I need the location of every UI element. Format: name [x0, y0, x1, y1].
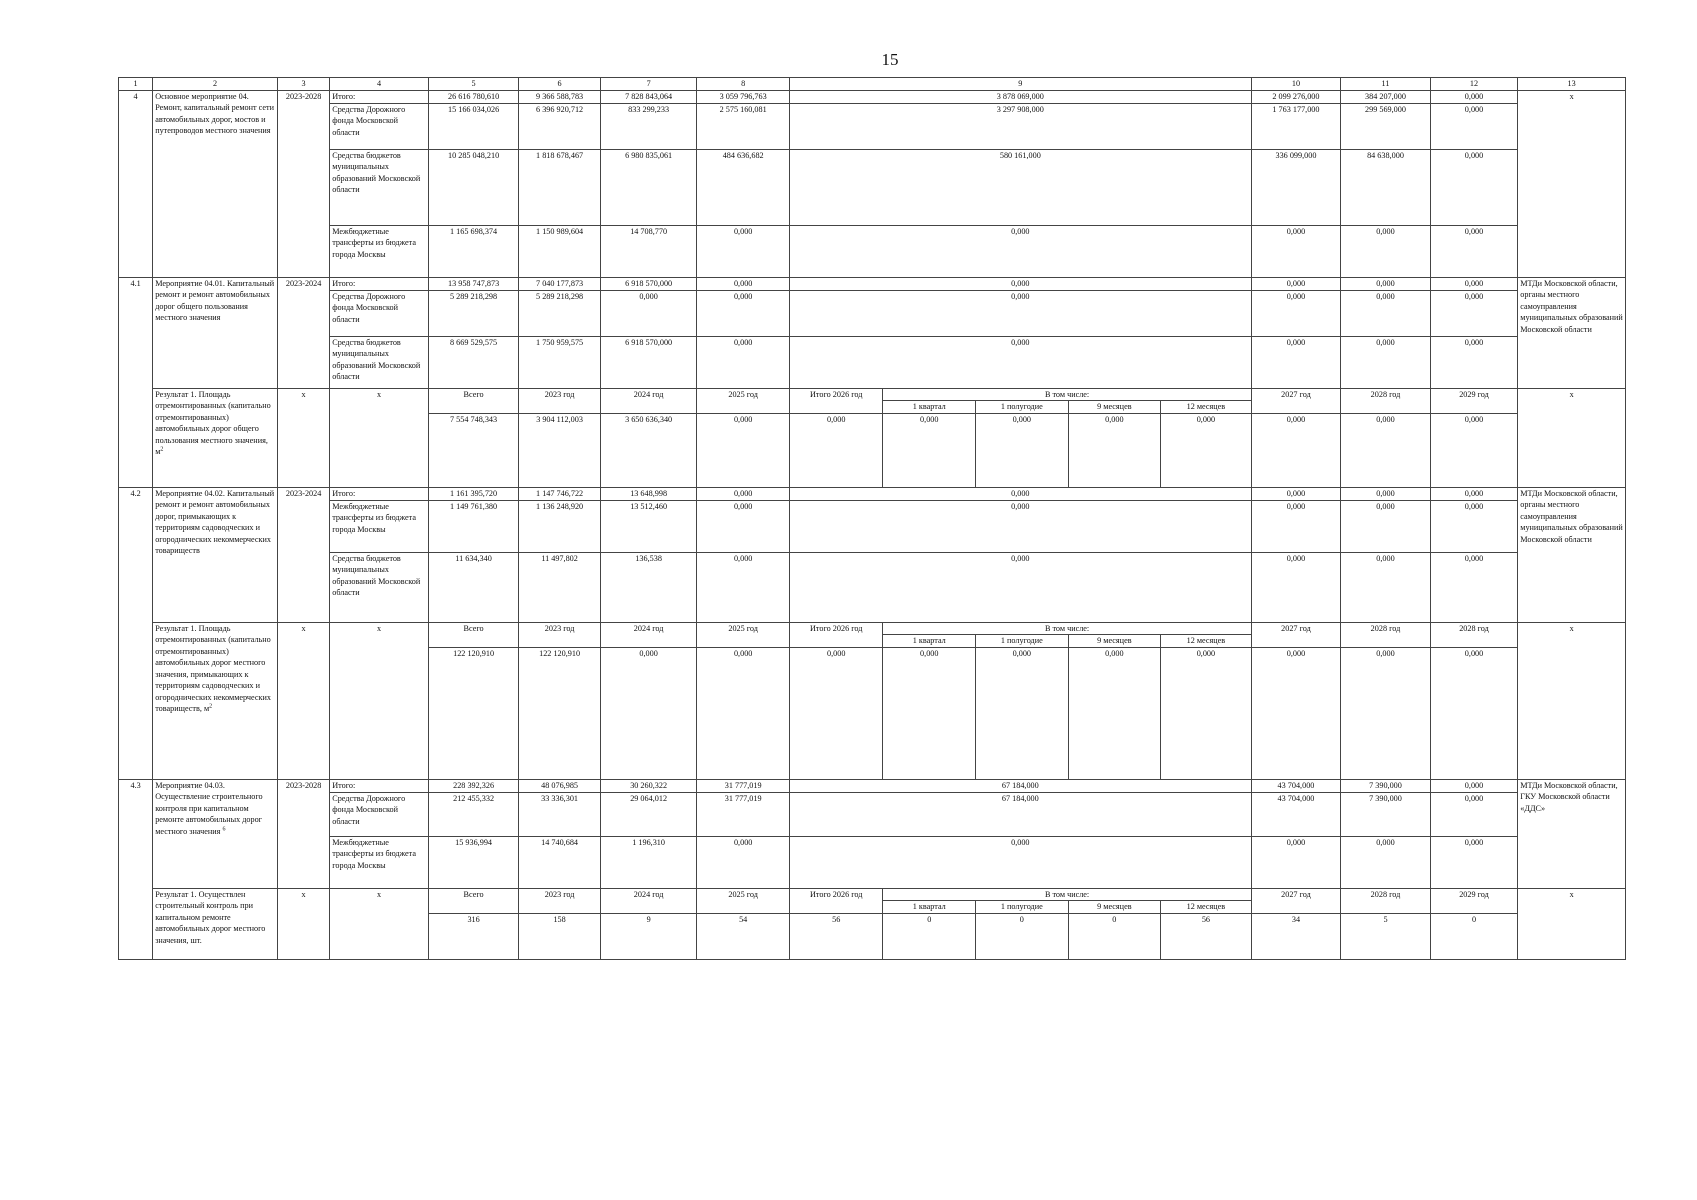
result-subheader: 1 полугодие — [976, 401, 1069, 414]
result-header: 2027 год — [1251, 888, 1341, 913]
result-header: 2028 год — [1341, 888, 1431, 913]
amount-2028: 84 638,000 — [1341, 149, 1431, 225]
result-header: В том числе: — [883, 388, 1251, 401]
amount-2028: 0,000 — [1341, 836, 1431, 888]
result-value: 0,000 — [1251, 647, 1341, 779]
amount-2024: 6 980 835,061 — [600, 149, 697, 225]
result-header-row — [119, 622, 1626, 635]
result-header: 2028 год — [1430, 622, 1518, 647]
amount-2025: 0,000 — [697, 552, 790, 622]
unit-superscript: 2 — [209, 703, 213, 710]
amount-2024: 7 828 843,064 — [600, 90, 697, 103]
amount-2027: 1 763 177,000 — [1251, 103, 1341, 149]
funding-source: Межбюджетные трансферты из бюджета города Москвы — [330, 836, 429, 888]
amount-2024: 13 512,460 — [600, 500, 697, 552]
measure-name: Основное мероприятие 04. Ремонт, капитальный ремонт сети автомобильных дорог, мостов и путепроводов местного значения — [153, 90, 278, 277]
amount-2026: 0,000 — [789, 487, 1251, 500]
result-subheader: 1 полугодие — [976, 901, 1069, 914]
responsible-party: МТДи Московской области, органы местного самоуправления муниципальных образований Московской области — [1518, 277, 1626, 388]
amount-2029: 0,000 — [1430, 149, 1518, 225]
result-value: 7 554 748,343 — [428, 413, 519, 487]
result-value: 0,000 — [1341, 413, 1431, 487]
result-header: 2028 год — [1341, 388, 1431, 413]
amount-2027: 0,000 — [1251, 552, 1341, 622]
amount-2026: 0,000 — [789, 336, 1251, 388]
result-subheader: 12 месяцев — [1161, 901, 1252, 914]
amount-2028: 0,000 — [1341, 552, 1431, 622]
result-header: Всего — [428, 622, 519, 647]
period: 2023-2024 — [277, 277, 329, 388]
amount-2027: 0,000 — [1251, 225, 1341, 277]
amount-2023: 9 366 588,783 — [519, 90, 600, 103]
amount-2026: 0,000 — [789, 277, 1251, 290]
amount-2023: 33 336,301 — [519, 792, 600, 836]
amount-2023: 1 147 746,722 — [519, 487, 600, 500]
result-value: 0,000 — [1341, 647, 1431, 779]
funding-source: Межбюджетные трансферты из бюджета города Москвы — [330, 225, 429, 277]
result-source: х — [330, 888, 429, 959]
result-name: Результат 1. Площадь отремонтированных (капитально отремонтированных) автомобильных дорог местного значения, примыкающих к территориям садоводческих и огороднических некоммерческих товариществ, $м^2$ — [153, 622, 278, 779]
column-number: 10 — [1251, 78, 1341, 91]
funding-source: Итого: — [330, 779, 429, 792]
result-header: Итого 2026 год — [789, 388, 883, 413]
amount-2025: 484 636,682 — [697, 149, 790, 225]
table-row — [119, 225, 1626, 277]
result-header: Всего — [428, 888, 519, 913]
amount-2023: 1 818 678,467 — [519, 149, 600, 225]
measure-name: Мероприятие 04.01. Капитальный ремонт и ремонт автомобильных дорог общего пользования местного значения — [153, 277, 278, 388]
result-value: 3 904 112,003 — [519, 413, 600, 487]
amount-total: 1 161 395,720 — [428, 487, 519, 500]
result-header: 2025 год — [697, 622, 790, 647]
result-header: 2027 год — [1251, 388, 1341, 413]
amount-2023: 5 289 218,298 — [519, 290, 600, 336]
result-value: 0,000 — [1068, 647, 1161, 779]
amount-total: 15 166 034,026 — [428, 103, 519, 149]
result-header: Итого 2026 год — [789, 888, 883, 913]
row-number: 4.1 — [119, 277, 153, 487]
amount-2028: 0,000 — [1341, 487, 1431, 500]
amount-2027: 0,000 — [1251, 277, 1341, 290]
result-value: 0,000 — [697, 413, 790, 487]
amount-2029: 0,000 — [1430, 336, 1518, 388]
period: 2023-2028 — [277, 90, 329, 277]
amount-2025: 31 777,019 — [697, 792, 790, 836]
result-period: х — [277, 388, 329, 487]
responsible-party: х — [1518, 90, 1626, 277]
amount-2026: 580 161,000 — [789, 149, 1251, 225]
amount-2027: 0,000 — [1251, 290, 1341, 336]
amount-2024: 6 918 570,000 — [600, 277, 697, 290]
table-row — [119, 487, 1626, 500]
amount-2024: 6 918 570,000 — [600, 336, 697, 388]
result-responsible: х — [1518, 622, 1626, 779]
column-number: 1 — [119, 78, 153, 91]
amount-total: 11 634,340 — [428, 552, 519, 622]
amount-2028: 0,000 — [1341, 290, 1431, 336]
amount-2029: 0,000 — [1430, 277, 1518, 290]
funding-source: Итого: — [330, 277, 429, 290]
amount-2024: 30 260,322 — [600, 779, 697, 792]
table-row — [119, 792, 1626, 836]
amount-2026: 0,000 — [789, 836, 1251, 888]
amount-2027: 0,000 — [1251, 336, 1341, 388]
result-value: 9 — [600, 913, 697, 959]
amount-2024: 833 299,233 — [600, 103, 697, 149]
table-row — [119, 552, 1626, 622]
result-value: 0,000 — [1430, 413, 1518, 487]
result-header: Итого 2026 год — [789, 622, 883, 647]
row-number: 4.3 — [119, 779, 153, 959]
amount-2028: 0,000 — [1341, 336, 1431, 388]
amount-2025: 0,000 — [697, 277, 790, 290]
amount-2026: 67 184,000 — [789, 779, 1251, 792]
amount-2026: 67 184,000 — [789, 792, 1251, 836]
result-header: 2029 год — [1430, 888, 1518, 913]
result-subheader: 9 месяцев — [1068, 635, 1161, 648]
table-row — [119, 500, 1626, 552]
amount-2029: 0,000 — [1430, 90, 1518, 103]
amount-2028: 7 390,000 — [1341, 779, 1431, 792]
amount-2025: 0,000 — [697, 487, 790, 500]
column-number: 8 — [697, 78, 790, 91]
table-row — [119, 290, 1626, 336]
funding-source: Средства бюджетов муниципальных образований Московской области — [330, 552, 429, 622]
amount-2023: 1 750 959,575 — [519, 336, 600, 388]
amount-total: 15 936,994 — [428, 836, 519, 888]
amount-2029: 0,000 — [1430, 552, 1518, 622]
amount-2027: 43 704,000 — [1251, 779, 1341, 792]
amount-2025: 0,000 — [697, 225, 790, 277]
result-value: 0,000 — [883, 413, 976, 487]
result-header: 2025 год — [697, 388, 790, 413]
column-number: 11 — [1341, 78, 1431, 91]
amount-2026: 0,000 — [789, 225, 1251, 277]
table-row — [119, 90, 1626, 103]
period: 2023-2028 — [277, 779, 329, 888]
amount-2028: 299 569,000 — [1341, 103, 1431, 149]
result-header-row — [119, 388, 1626, 401]
row-number: 4 — [119, 90, 153, 277]
funding-source: Средства Дорожного фонда Московской области — [330, 290, 429, 336]
column-number: 6 — [519, 78, 600, 91]
table-row — [119, 103, 1626, 149]
row-number: 4.2 — [119, 487, 153, 779]
result-name: Результат 1. Осуществлен строительный контроль при капитальном ремонте автомобильных дорог местного значения, шт. — [153, 888, 278, 959]
result-value: 0,000 — [789, 647, 883, 779]
table-row — [119, 779, 1626, 792]
footnote-mark: 6 — [222, 825, 226, 832]
amount-2028: 0,000 — [1341, 225, 1431, 277]
amount-2028: 7 390,000 — [1341, 792, 1431, 836]
amount-2025: 0,000 — [697, 500, 790, 552]
amount-2023: 7 040 177,873 — [519, 277, 600, 290]
result-subheader: 12 месяцев — [1161, 401, 1252, 414]
amount-total: 228 392,326 — [428, 779, 519, 792]
amount-2024: 29 064,012 — [600, 792, 697, 836]
amount-total: 26 616 780,610 — [428, 90, 519, 103]
amount-2029: 0,000 — [1430, 225, 1518, 277]
funding-source: Межбюджетные трансферты из бюджета города Москвы — [330, 500, 429, 552]
table-row — [119, 277, 1626, 290]
amount-2027: 0,000 — [1251, 836, 1341, 888]
column-number: 5 — [428, 78, 519, 91]
amount-2029: 0,000 — [1430, 792, 1518, 836]
result-source: х — [330, 388, 429, 487]
amount-2029: 0,000 — [1430, 290, 1518, 336]
amount-2025: 0,000 — [697, 836, 790, 888]
result-header: 2025 год — [697, 888, 790, 913]
result-value: 0,000 — [976, 647, 1069, 779]
amount-2026: 0,000 — [789, 290, 1251, 336]
result-value: 0,000 — [883, 647, 976, 779]
funding-source: Средства бюджетов муниципальных образований Московской области — [330, 149, 429, 225]
result-period: х — [277, 622, 329, 779]
column-number: 9 — [789, 78, 1251, 91]
result-header: 2024 год — [600, 388, 697, 413]
result-header: 2024 год — [600, 622, 697, 647]
result-header: Всего — [428, 388, 519, 413]
amount-2029: 0,000 — [1430, 836, 1518, 888]
amount-2027: 0,000 — [1251, 487, 1341, 500]
result-header: 2023 год — [519, 888, 600, 913]
period: 2023-2024 — [277, 487, 329, 622]
responsible-party: МТДи Московской области, ГКУ Московской области «ДДС» — [1518, 779, 1626, 888]
result-header: 2029 год — [1430, 388, 1518, 413]
funding-source: Средства Дорожного фонда Московской области — [330, 792, 429, 836]
amount-2029: 0,000 — [1430, 779, 1518, 792]
amount-2028: 0,000 — [1341, 500, 1431, 552]
amount-total: 1 149 761,380 — [428, 500, 519, 552]
budget-table — [118, 77, 1626, 960]
result-value: 0,000 — [697, 647, 790, 779]
amount-2024: 13 648,998 — [600, 487, 697, 500]
amount-2026: 0,000 — [789, 500, 1251, 552]
result-header: 2023 год — [519, 622, 600, 647]
result-value: 122 120,910 — [519, 647, 600, 779]
column-number: 3 — [277, 78, 329, 91]
result-header: 2028 год — [1341, 622, 1431, 647]
result-value: 56 — [1161, 913, 1252, 959]
result-responsible: х — [1518, 888, 1626, 959]
result-header: В том числе: — [883, 622, 1251, 635]
result-value: 122 120,910 — [428, 647, 519, 779]
amount-2024: 136,538 — [600, 552, 697, 622]
result-subheader: 1 полугодие — [976, 635, 1069, 648]
result-subheader: 1 квартал — [883, 635, 976, 648]
result-value: 316 — [428, 913, 519, 959]
amount-2029: 0,000 — [1430, 500, 1518, 552]
amount-2025: 3 059 796,763 — [697, 90, 790, 103]
result-value: 0,000 — [1068, 413, 1161, 487]
result-value: 0,000 — [1161, 413, 1252, 487]
amount-2024: 0,000 — [600, 290, 697, 336]
result-subheader: 1 квартал — [883, 901, 976, 914]
result-value: 5 — [1341, 913, 1431, 959]
result-header: В том числе: — [883, 888, 1251, 901]
result-value: 0,000 — [1161, 647, 1252, 779]
amount-2024: 1 196,310 — [600, 836, 697, 888]
result-value: 0,000 — [976, 413, 1069, 487]
amount-2025: 0,000 — [697, 336, 790, 388]
amount-2023: 1 150 989,604 — [519, 225, 600, 277]
column-number-row — [119, 78, 1626, 91]
result-value: 56 — [789, 913, 883, 959]
amount-total: 13 958 747,873 — [428, 277, 519, 290]
result-value: 0,000 — [1430, 647, 1518, 779]
result-value: 0 — [976, 913, 1069, 959]
table-row — [119, 336, 1626, 388]
funding-source: Средства Дорожного фонда Московской области — [330, 103, 429, 149]
result-name: Результат 1. Площадь отремонтированных (капитально отремонтированных) автомобильных дорог общего пользования местного значения, $м^2$ — [153, 388, 278, 487]
amount-2029: 0,000 — [1430, 487, 1518, 500]
measure-name: Мероприятие 04.02. Капитальный ремонт и ремонт автомобильных дорог, примыкающих к территориям садоводческих и огороднических некоммерческих товариществ — [153, 487, 278, 622]
amount-2028: 384 207,000 — [1341, 90, 1431, 103]
amount-2023: 1 136 248,920 — [519, 500, 600, 552]
funding-source: Средства бюджетов муниципальных образований Московской области — [330, 336, 429, 388]
funding-source: Итого: — [330, 487, 429, 500]
amount-2023: 11 497,802 — [519, 552, 600, 622]
result-period: х — [277, 888, 329, 959]
amount-total: 8 669 529,575 — [428, 336, 519, 388]
amount-2025: 31 777,019 — [697, 779, 790, 792]
responsible-party: МТДи Московской области, органы местного самоуправления муниципальных образований Московской области — [1518, 487, 1626, 622]
result-value: 0 — [883, 913, 976, 959]
amount-total: 10 285 048,210 — [428, 149, 519, 225]
amount-2027: 2 099 276,000 — [1251, 90, 1341, 103]
amount-2029: 0,000 — [1430, 103, 1518, 149]
result-value: 0 — [1068, 913, 1161, 959]
result-value: 0 — [1430, 913, 1518, 959]
table-row — [119, 149, 1626, 225]
amount-2026: 3 297 908,000 — [789, 103, 1251, 149]
amount-total: 1 165 698,374 — [428, 225, 519, 277]
table-row — [119, 836, 1626, 888]
amount-2026: 0,000 — [789, 552, 1251, 622]
result-header: 2023 год — [519, 388, 600, 413]
amount-2023: 14 740,684 — [519, 836, 600, 888]
column-number: 2 — [153, 78, 278, 91]
result-value: 0,000 — [1251, 413, 1341, 487]
page-number: 15 — [881, 50, 899, 69]
measure-name: Мероприятие 04.03. Осуществление строительного контроля при капитальном ремонте автомобильных дорог местного значения $^6$ — [153, 779, 278, 888]
amount-2026: 3 878 069,000 — [789, 90, 1251, 103]
amount-total: 212 455,332 — [428, 792, 519, 836]
result-header-row — [119, 888, 1626, 901]
result-responsible: х — [1518, 388, 1626, 487]
result-value: 0,000 — [789, 413, 883, 487]
result-subheader: 1 квартал — [883, 401, 976, 414]
amount-2023: 48 076,985 — [519, 779, 600, 792]
result-value: 3 650 636,340 — [600, 413, 697, 487]
amount-2027: 336 099,000 — [1251, 149, 1341, 225]
amount-2024: 14 708,770 — [600, 225, 697, 277]
result-subheader: 12 месяцев — [1161, 635, 1252, 648]
amount-2025: 2 575 160,081 — [697, 103, 790, 149]
result-value: 0,000 — [600, 647, 697, 779]
column-number: 7 — [600, 78, 697, 91]
amount-2027: 43 704,000 — [1251, 792, 1341, 836]
amount-2023: 6 396 920,712 — [519, 103, 600, 149]
result-value: 34 — [1251, 913, 1341, 959]
result-value: 54 — [697, 913, 790, 959]
result-subheader: 9 месяцев — [1068, 901, 1161, 914]
column-number: 4 — [330, 78, 429, 91]
result-header: 2024 год — [600, 888, 697, 913]
column-number: 12 — [1430, 78, 1518, 91]
unit-superscript: 2 — [160, 446, 164, 453]
amount-2027: 0,000 — [1251, 500, 1341, 552]
result-header: 2027 год — [1251, 622, 1341, 647]
column-number: 13 — [1518, 78, 1626, 91]
result-value: 158 — [519, 913, 600, 959]
amount-2025: 0,000 — [697, 290, 790, 336]
amount-2028: 0,000 — [1341, 277, 1431, 290]
result-subheader: 9 месяцев — [1068, 401, 1161, 414]
funding-source: Итого: — [330, 90, 429, 103]
amount-total: 5 289 218,298 — [428, 290, 519, 336]
result-source: х — [330, 622, 429, 779]
